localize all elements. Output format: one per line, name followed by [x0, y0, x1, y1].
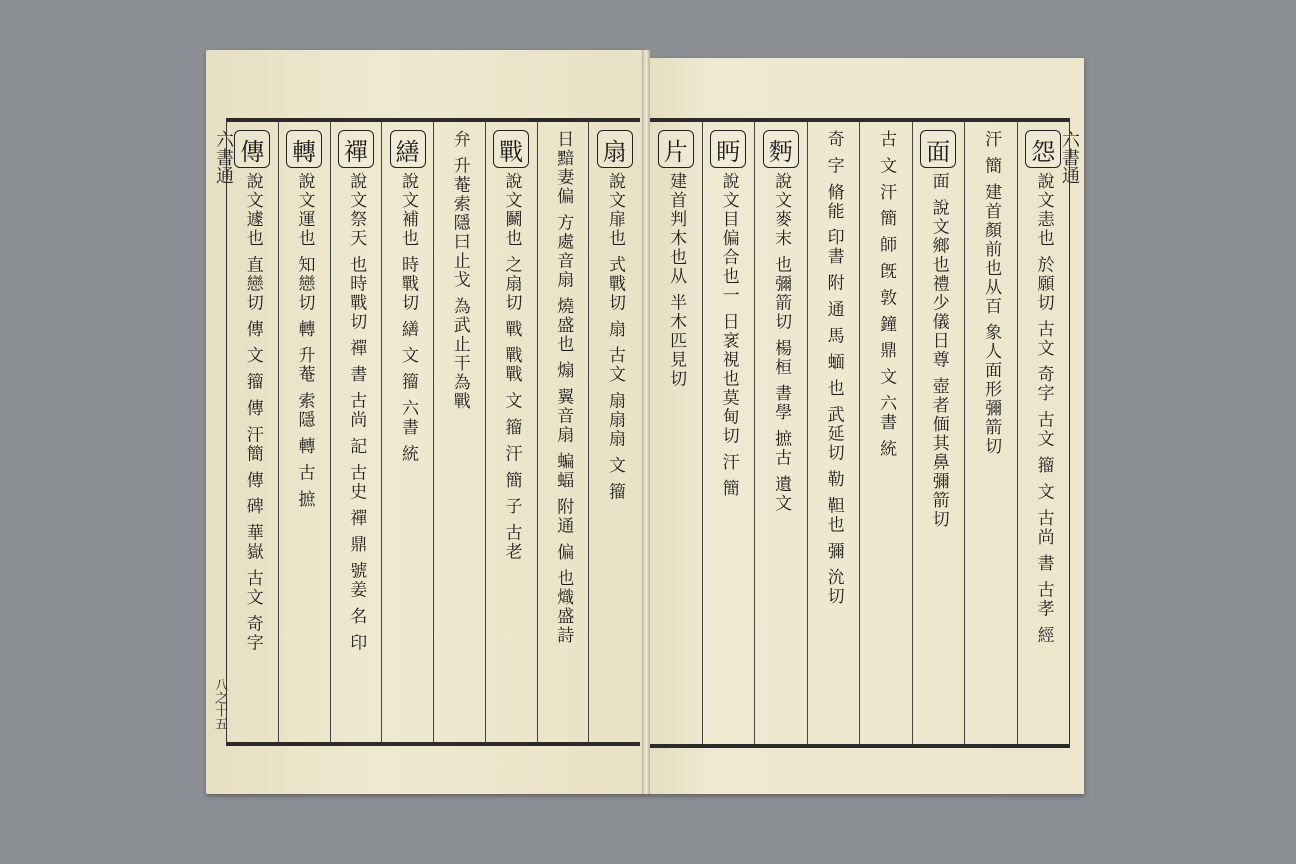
- left-page: [206, 50, 646, 794]
- entry-head-character: 怨: [1025, 130, 1061, 168]
- book-gutter: [642, 50, 650, 794]
- column-text: 說文祭天 也時戰切 禪 書 古尚 記 古史 禪 鼎 號姜 名 印: [346, 172, 367, 653]
- text-column: [702, 122, 755, 744]
- column-text: 說文補也 時戰切 繕 文 籀 六書 統: [397, 172, 418, 464]
- column-text: 說文運也 知戀切 轉 升菴 索隱 轉 古 摭: [294, 172, 315, 509]
- column-text: 說文恚也 於願切 古文 奇字 古文 籀 文 古尚 書 古孝 經: [1033, 172, 1054, 646]
- entry-head-character: 繕: [390, 130, 426, 168]
- right-margin-title: 六書通: [1059, 130, 1080, 184]
- text-column: [278, 122, 330, 742]
- column-text: 說文扉也 式戰切 扇 古文 扇扇扇 文 籀: [604, 172, 625, 502]
- left-columns: [227, 122, 640, 742]
- text-column: [859, 122, 912, 744]
- text-column: [330, 122, 382, 742]
- text-column: [485, 122, 537, 742]
- column-text: 說文麥末 也彌箭切 楊桓 書學 摭古 遺文: [771, 172, 792, 514]
- left-text-frame: [226, 118, 640, 746]
- entry-head-character: 傳: [234, 130, 270, 168]
- column-text: 奇 字 脩能 印書 附 通 馬 蝒 也 武延切 勒 靼也 彌 沇切: [823, 130, 844, 607]
- text-column: [227, 122, 278, 742]
- column-text: 說文遽也 直戀切 傳 文 籀 傳 汗簡 傳 碑 華嶽 古文 奇字: [242, 172, 263, 653]
- entry-head-character: 眄: [710, 130, 746, 168]
- column-text: 說文目偏合也一 日衺視也莫甸切 汗 簡: [718, 172, 739, 499]
- text-column: [588, 122, 640, 742]
- right-text-frame: [650, 118, 1070, 748]
- column-text: 建首判木也从 半木匹見切: [666, 172, 687, 389]
- entry-head-character: 轉: [286, 130, 322, 168]
- entry-head-character: 禪: [338, 130, 374, 168]
- entry-head-character: 片: [658, 130, 694, 168]
- column-text: 古 文 汗 簡 師 旣 敦 鐘 鼎 文 六書 統: [876, 130, 897, 459]
- text-column: [912, 122, 965, 744]
- entry-head-character: 麪: [763, 130, 799, 168]
- column-text: 弁 升菴索隱曰止戈 為武止干為戰: [449, 130, 470, 411]
- text-column: [964, 122, 1017, 744]
- column-text: 面 說文鄉也禮少儀日尊 壺者偭其鼻彌箭切: [928, 172, 949, 529]
- left-margin-title: 六書通: [213, 130, 234, 184]
- entry-head-character: 扇: [597, 130, 633, 168]
- text-column: [650, 122, 702, 744]
- text-column: [381, 122, 433, 742]
- text-column: [807, 122, 860, 744]
- column-text: 日黯妻偏 方處音扇 燒盛也 煽 翼音扇 蝙蝠 附通 偏 也熾盛詩: [553, 130, 574, 646]
- right-page: [646, 58, 1084, 794]
- entry-head-character: 戰: [493, 130, 529, 168]
- right-columns: [650, 122, 1069, 744]
- text-column: [1017, 122, 1070, 744]
- text-column: [433, 122, 485, 742]
- entry-head-character: 面: [920, 130, 956, 168]
- text-column: [754, 122, 807, 744]
- text-column: [537, 122, 589, 742]
- column-text: 說文鬭也 之扇切 戰 戰戰 文 籀 汗 簡 子 古老: [501, 172, 522, 562]
- left-margin-page-number: 八之十五: [212, 678, 227, 730]
- column-text: 汗 簡 建首顏前也从百 象人面形彌箭切: [981, 130, 1002, 457]
- open-book: [200, 50, 1090, 802]
